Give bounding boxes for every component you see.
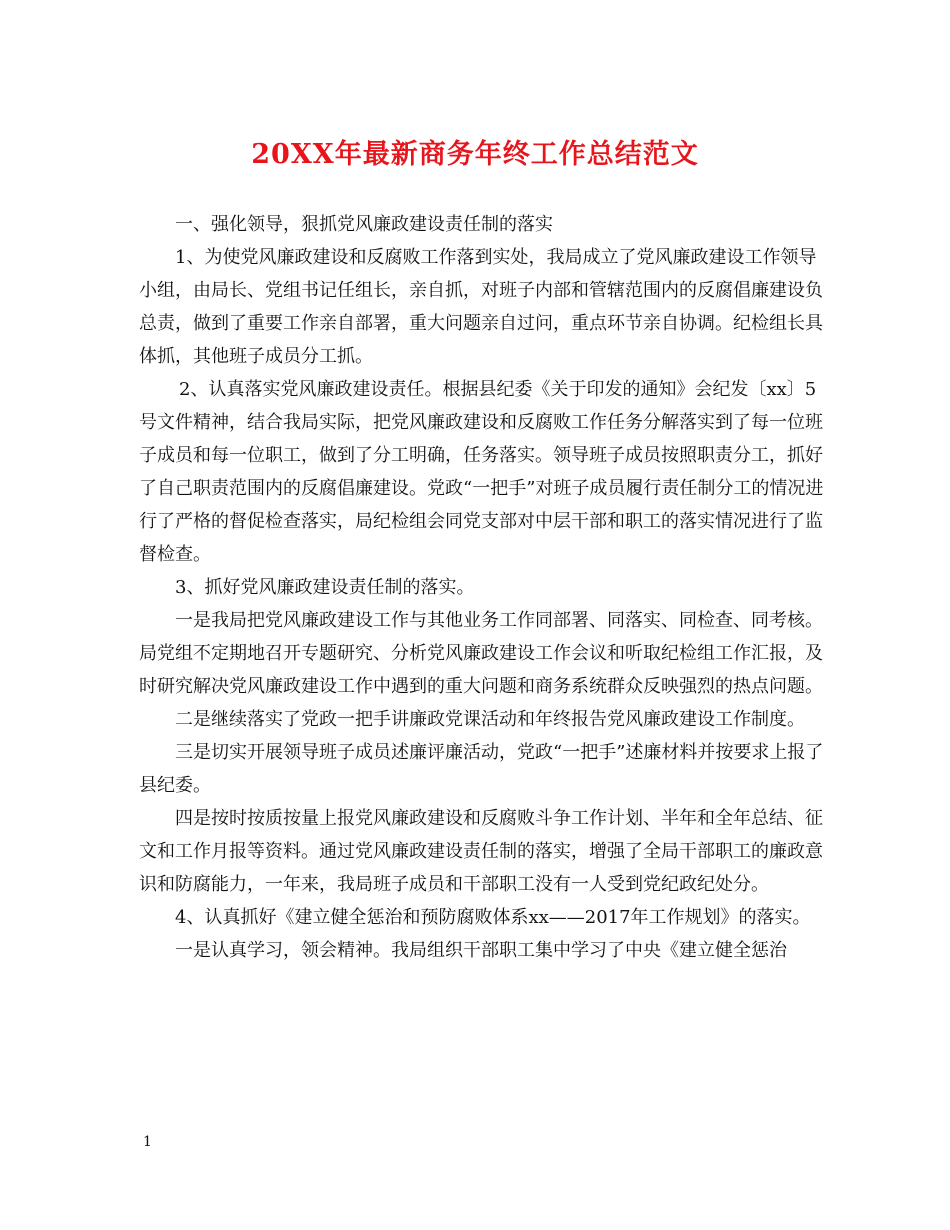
paragraph: 4、认真抓好《建立健全惩治和预防腐败体系xx——2017年工作规划》的落实。: [175, 907, 811, 928]
paragraph: 3、抓好党风廉政建设责任制的落实。: [175, 577, 475, 598]
paragraph: 2、认真落实党风廉政建设责任。根据县纪委《关于印发的通知》会纪发〔xx〕5号文件精神，结合我局实际，把党风廉政建设和反腐败工作任务分解落实到了每一位班子成员和每一位职工，做到了分工明确，任务落实。领导班子成员按照职责分工，抓好了自己职责范围内的反腐倡廉建设。党政“一把手”对班子成员履行责任制分工的情况进行了严格的督促检查落实，局纪检组会同党支部对中层干部和职工的落实情况进行了监督检查。: [139, 379, 824, 565]
page-number: 1: [143, 1134, 152, 1150]
paragraph-heading-1: 一、强化领导，狠抓党风廉政建设责任制的落实: [175, 214, 553, 235]
paragraph: 一是我局把党风廉政建设工作与其他业务工作同部署、同落实、同检查、同考核。局党组不定期地召开专题研究、分析党风廉政建设工作会议和听取纪检组工作汇报，及时研究解决党风廉政建设工作中遇到的重大问题和商务系统群众反映强烈的热点问题。: [139, 610, 823, 697]
paragraph: 1、为使党风廉政建设和反腐败工作落到实处，我局成立了党风廉政建设工作领导小组，由局长、党组书记任组长，亲自抓，对班子内部和管辖范围内的反腐倡廉建设负总责，做到了重要工作亲自部署，重大问题亲自过问，重点环节亲自协调。纪检组长具体抓，其他班子成员分工抓。: [139, 247, 823, 367]
paragraph: 二是继续落实了党政一把手讲廉政党课活动和年终报告党风廉政建设工作制度。: [175, 709, 805, 730]
paragraph: 三是切实开展领导班子成员述廉评廉活动，党政“一把手”述廉材料并按要求上报了县纪委。: [139, 742, 824, 796]
paragraph: 一是认真学习，领会精神。我局组织干部职工集中学习了中央《建立健全惩治: [175, 940, 787, 961]
document-title: 20XX年最新商务年终工作总结范文: [251, 139, 699, 170]
paragraph: 四是按时按质按量上报党风廉政建设和反腐败斗争工作计划、半年和全年总结、征文和工作月报等资料。通过党风廉政建设责任制的落实，增强了全局干部职工的廉政意识和防腐能力，一年来，我局班子成员和干部职工没有一人受到党纪政纪处分。: [139, 808, 823, 895]
document-body: [139, 208, 829, 967]
